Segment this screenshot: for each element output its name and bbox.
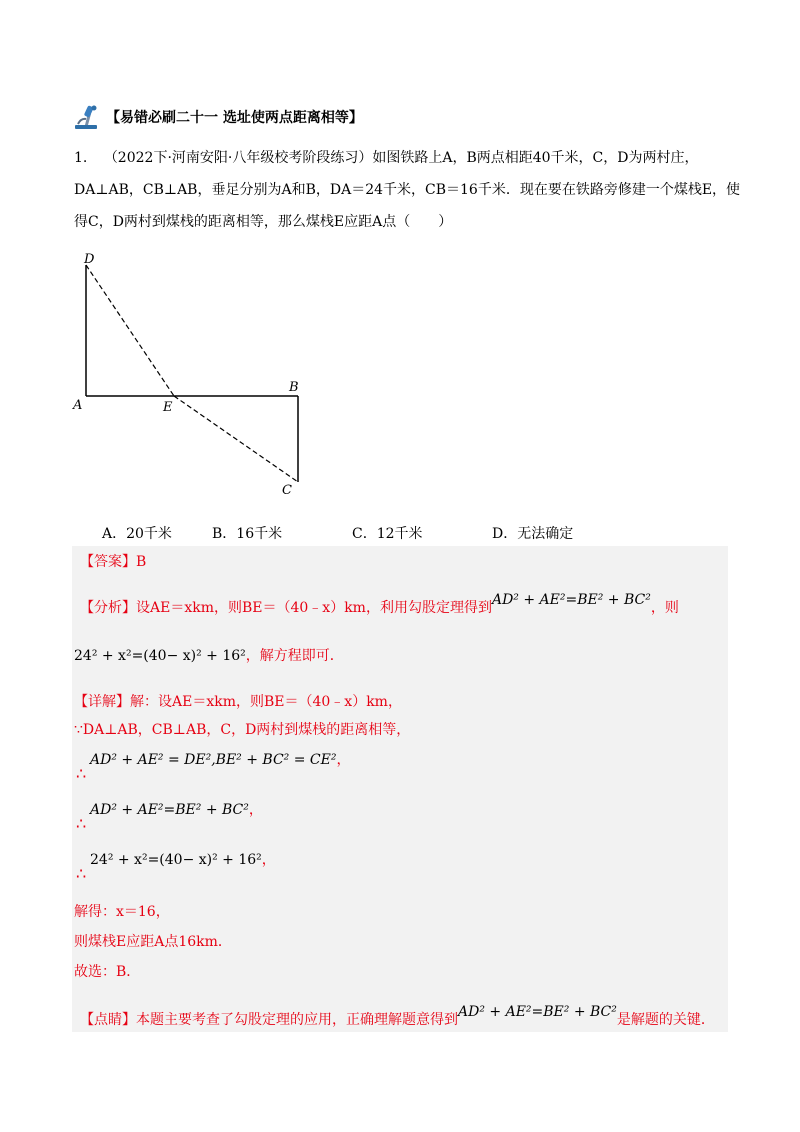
analysis-line-2 — [74, 646, 344, 666]
detail-post-4: ， — [248, 802, 263, 818]
analysis-post: ，则 — [650, 600, 679, 616]
detail-post-5: ， — [261, 852, 276, 868]
solution-box — [72, 546, 728, 1032]
option-c[interactable]: C．12千米 — [352, 526, 423, 542]
question-line-3: 得C，D两村到煤栈的距离相等，那么煤栈E应距A点（ ） — [74, 214, 453, 230]
analysis-formula-2: 24² + x²=(40− x)² + 16² — [74, 648, 246, 664]
comment-text: 【点睛】本题主要考查了勾股定理的应用，正确理解题意得到 — [80, 1012, 458, 1028]
analysis-tail: ，解方程即可． — [245, 648, 344, 664]
analysis-text: 【分析】设AE＝xkm，则BE＝（40﹣x）km，利用勾股定理得到 — [80, 600, 492, 616]
label-c: C — [282, 483, 292, 498]
detail-line-1: 【详解】解：设AE＝xkm，则BE＝（40﹣x）km， — [74, 694, 402, 710]
question-line-1 — [74, 148, 699, 168]
detail-line-3 — [90, 750, 350, 770]
label-a: A — [73, 398, 83, 413]
detail-line-5 — [90, 850, 276, 870]
comment-formula: AD² + AE²=BE² + BC² — [458, 1004, 617, 1020]
detail-line-6: 解得：x＝16， — [74, 904, 170, 920]
therefore-symbol-1: ∴ — [76, 764, 87, 783]
label-e: E — [163, 400, 173, 415]
question-line-2: DA⊥AB，CB⊥AB，垂足分别为A和B，DA＝24千米，CB＝16千米．现在要在铁路旁修建一个煤栈E，使 — [74, 182, 741, 198]
detail-formula-5: 24² + x²=(40− x)² + 16² — [90, 852, 262, 868]
question-number: 1. — [74, 150, 88, 166]
segment-ec — [174, 396, 298, 482]
answer-line: 【答案】B — [80, 554, 147, 570]
section-title — [72, 104, 363, 130]
detail-line-7: 则煤栈E应距A点16km． — [74, 934, 232, 950]
detail-formula-4: AD² + AE²=BE² + BC² — [90, 802, 249, 818]
detail-line-8: 故选：B． — [74, 964, 141, 980]
detail-post-3: ， — [336, 752, 351, 768]
therefore-symbol-3: ∴ — [76, 864, 87, 883]
label-b: B — [289, 380, 299, 395]
detail-line-2: ∵DA⊥AB，CB⊥AB，C，D两村到煤栈的距离相等， — [74, 722, 411, 738]
comment-line — [80, 1002, 715, 1030]
label-d: D — [84, 252, 95, 267]
therefore-symbol-2: ∴ — [76, 814, 87, 833]
comment-post: 是解题的关键． — [616, 1012, 715, 1028]
detail-line-4 — [90, 800, 263, 820]
section-title-text: 【易错必刷二十一 选址使两点距离相等】 — [106, 110, 363, 126]
microscope-icon — [72, 104, 102, 130]
segment-de — [86, 265, 174, 396]
detail-formula-3: AD² + AE² = DE²,BE² + BC² = CE² — [90, 752, 337, 768]
analysis-formula: AD² + AE²=BE² + BC² — [491, 592, 651, 608]
analysis-line — [80, 590, 679, 618]
option-d[interactable]: D．无法确定 — [492, 526, 574, 542]
option-a[interactable]: A．20千米 — [102, 526, 172, 542]
option-b[interactable]: B．16千米 — [212, 526, 283, 542]
geometry-figure — [70, 245, 320, 500]
question-text-1: （2022下·河南安阳·八年级校考阶段练习）如图铁路上A，B两点相距40千米，C，D为两村庄， — [103, 150, 699, 166]
